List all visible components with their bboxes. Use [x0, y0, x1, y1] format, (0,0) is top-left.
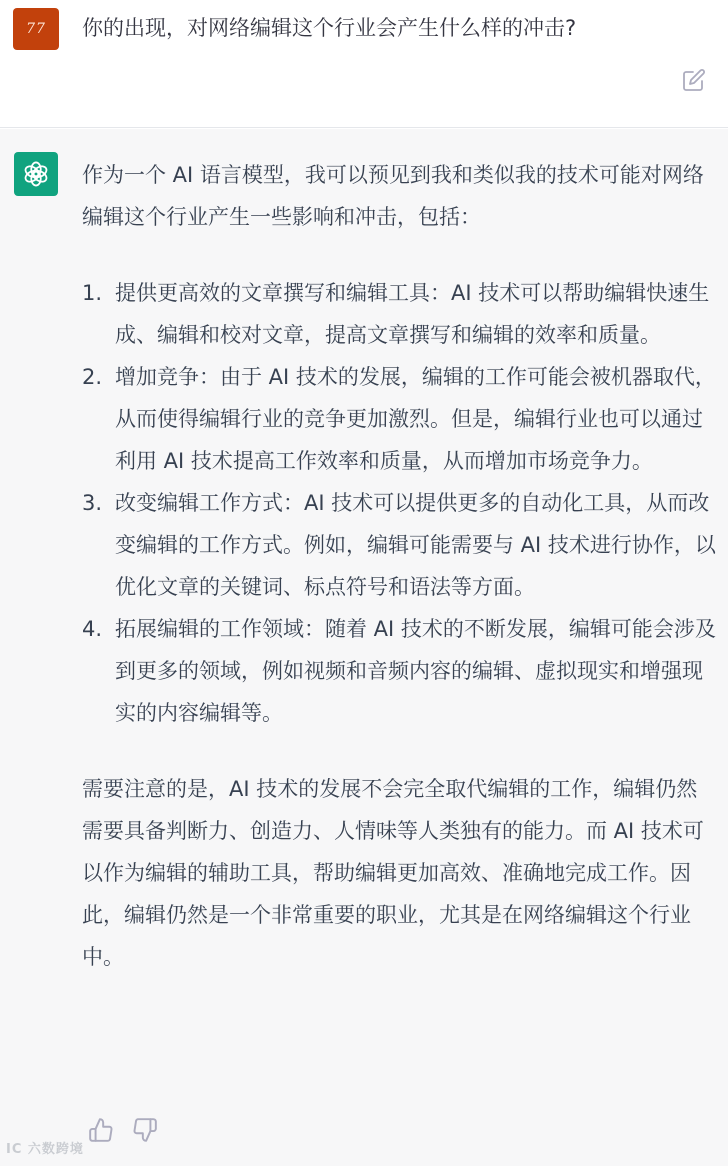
assistant-message: [0, 129, 728, 1166]
assistant-message-content: [82, 154, 718, 978]
list-item-text: 拓展编辑的工作领域：随着 AI 技术的不断发展，编辑可能会涉及到更多的领域，例如视频和音频内容的编辑、虚拟现实和增强现实的内容编辑等。: [115, 617, 716, 725]
list-item: [82, 482, 718, 608]
list-item-text: 增加竞争：由于 AI 技术的发展，编辑的工作可能会被机器取代，从而使得编辑行业的竞争更加激烈。但是，编辑行业也可以通过利用 AI 技术提高工作效率和质量，从而增加市场竞争力。: [115, 365, 716, 473]
user-message: [0, 0, 728, 128]
list-item: [82, 608, 718, 734]
list-item: [82, 356, 718, 482]
list-item-number: 2.: [82, 365, 103, 389]
thumbs-up-icon[interactable]: [88, 1117, 114, 1143]
assistant-conclusion: 需要注意的是，AI 技术的发展不会完全取代编辑的工作，编辑仍然需要具备判断力、创造力、人情味等人类独有的能力。而 AI 技术可以作为编辑的辅助工具，帮助编辑更加高效、准确地完成工作。因此，编辑仍然是一个非常重要的职业，尤其是在网络编辑这个行业中。: [82, 777, 704, 969]
user-avatar: 77: [13, 8, 59, 50]
openai-logo-icon: [14, 152, 58, 196]
list-item-text: 改变编辑工作方式：AI 技术可以提供更多的自动化工具，从而改变编辑的工作方式。例如，编辑可能需要与 AI 技术进行协作，以优化文章的关键词、标点符号和语法等方面。: [115, 491, 716, 599]
feedback-buttons: [88, 1117, 158, 1143]
assistant-intro: 作为一个 AI 语言模型，我可以预见到我和类似我的技术可能对网络编辑这个行业产生一些影响和冲击，包括：: [82, 163, 704, 229]
list-item-number: 1.: [82, 281, 103, 305]
edit-icon[interactable]: [682, 68, 706, 92]
thumbs-down-icon[interactable]: [132, 1117, 158, 1143]
list-item-number: 4.: [82, 617, 103, 641]
list-item-text: 提供更高效的文章撰写和编辑工具：AI 技术可以帮助编辑快速生成、编辑和校对文章，提高文章撰写和编辑的效率和质量。: [115, 281, 710, 347]
assistant-list: [82, 272, 718, 734]
list-item: [82, 272, 718, 356]
list-item-number: 3.: [82, 491, 103, 515]
watermark: IC 六数跨境: [6, 1142, 84, 1157]
user-message-text: 你的出现，对网络编辑这个行业会产生什么样的冲击?: [82, 16, 577, 40]
